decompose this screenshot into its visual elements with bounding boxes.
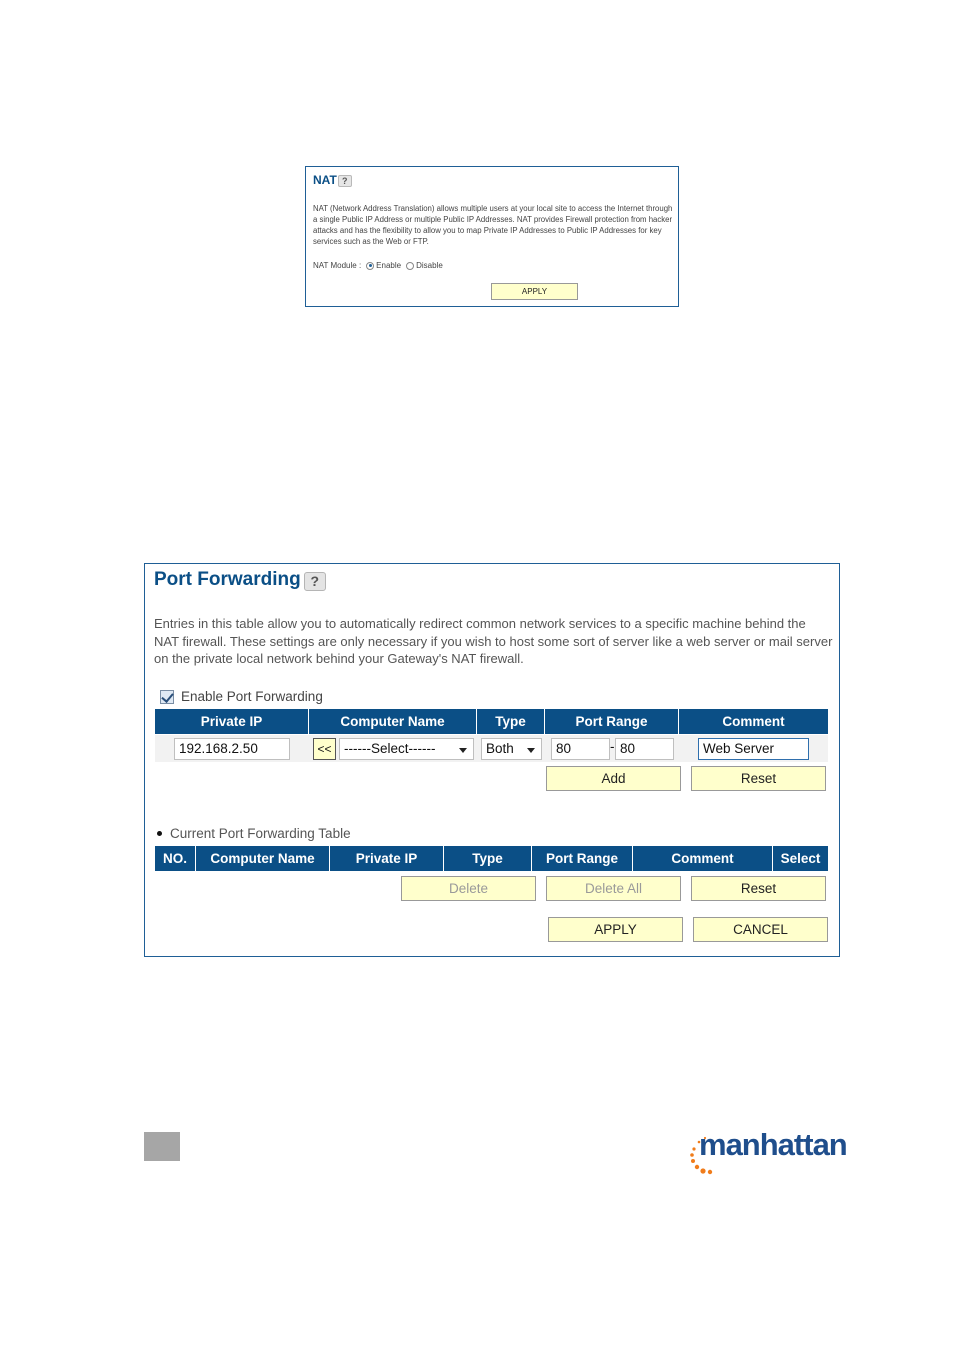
type-select-value: Both: [486, 741, 514, 756]
table-header-no: NO.: [155, 846, 196, 871]
table-header-select: Select: [773, 846, 828, 871]
logo-text: manhattan: [699, 1127, 847, 1162]
computer-name-select[interactable]: [339, 738, 474, 760]
enable-port-forwarding-label: Enable Port Forwarding: [181, 689, 323, 704]
apply-button[interactable]: APPLY: [548, 917, 683, 942]
reset-entry-button[interactable]: Reset: [691, 766, 826, 791]
current-table-title-text: Current Port Forwarding Table: [170, 826, 351, 841]
type-select[interactable]: [481, 738, 542, 760]
computer-name-select-value: ------Select------: [344, 741, 436, 756]
column-header-computer-name: Computer Name: [309, 709, 477, 734]
enable-port-forwarding-checkbox[interactable]: [160, 690, 174, 704]
column-header-type: Type: [477, 709, 545, 734]
table-header-comment: Comment: [633, 846, 773, 871]
nat-enable-label: Enable: [376, 261, 402, 270]
nat-title-text: NAT: [313, 173, 337, 187]
delete-button[interactable]: Delete: [401, 876, 536, 901]
copy-computer-ip-button[interactable]: <<: [313, 738, 336, 760]
help-icon[interactable]: ?: [304, 572, 326, 591]
port-end-input[interactable]: 80: [615, 738, 674, 760]
nat-apply-button[interactable]: APPLY: [491, 283, 578, 300]
page-title-text: Port Forwarding: [154, 569, 301, 590]
bullet-icon: [157, 831, 162, 836]
column-header-comment: Comment: [679, 709, 828, 734]
column-header-private-ip: Private IP: [155, 709, 309, 734]
table-header-computer-name: Computer Name: [196, 846, 330, 871]
delete-all-button[interactable]: Delete All: [546, 876, 681, 901]
private-ip-input[interactable]: 192.168.2.50: [174, 738, 290, 760]
cancel-button[interactable]: CANCEL: [693, 917, 828, 942]
current-table-title: [157, 826, 351, 841]
comment-input[interactable]: Web Server: [698, 738, 809, 760]
column-header-port-range: Port Range: [545, 709, 679, 734]
nat-module-label: NAT Module :: [313, 261, 362, 270]
add-button[interactable]: Add: [546, 766, 681, 791]
reset-table-button[interactable]: Reset: [691, 876, 826, 901]
port-forwarding-description: Entries in this table allow you to automatically redirect common network services to a specific machine behind the NAT firewall. These settings are only necessary if you wish to host some sort of server like a web server or mail server on the private local network behind your Gateway's NAT firewall.: [154, 616, 833, 666]
nat-title: [313, 173, 352, 187]
nat-module-row: [313, 261, 443, 270]
table-header-private-ip: Private IP: [330, 846, 444, 871]
table-header-type: Type: [444, 846, 532, 871]
page-title: [154, 569, 326, 591]
nat-enable-radio[interactable]: [366, 262, 374, 270]
table-header-port-range: Port Range: [532, 846, 633, 871]
help-icon[interactable]: ?: [338, 175, 352, 187]
enable-port-forwarding-row[interactable]: [160, 689, 323, 704]
nat-description: NAT (Network Address Translation) allows multiple users at your local site to access the Internet through a single Public IP Address or multiple Public IP Addresses. NAT provides Firewall protection from hacker attacks and has the flexibility to allow you to map Private IP Addresses to Public IP Addresses for key services such as the Web or FTP.: [313, 204, 673, 246]
port-range-dash: -: [610, 739, 615, 754]
port-start-input[interactable]: 80: [551, 738, 610, 760]
nat-disable-radio[interactable]: [406, 262, 414, 270]
page-number-box: [144, 1132, 180, 1161]
chevron-down-icon: [527, 748, 535, 753]
nat-disable-label: Disable: [416, 261, 443, 270]
chevron-down-icon: [459, 748, 467, 753]
